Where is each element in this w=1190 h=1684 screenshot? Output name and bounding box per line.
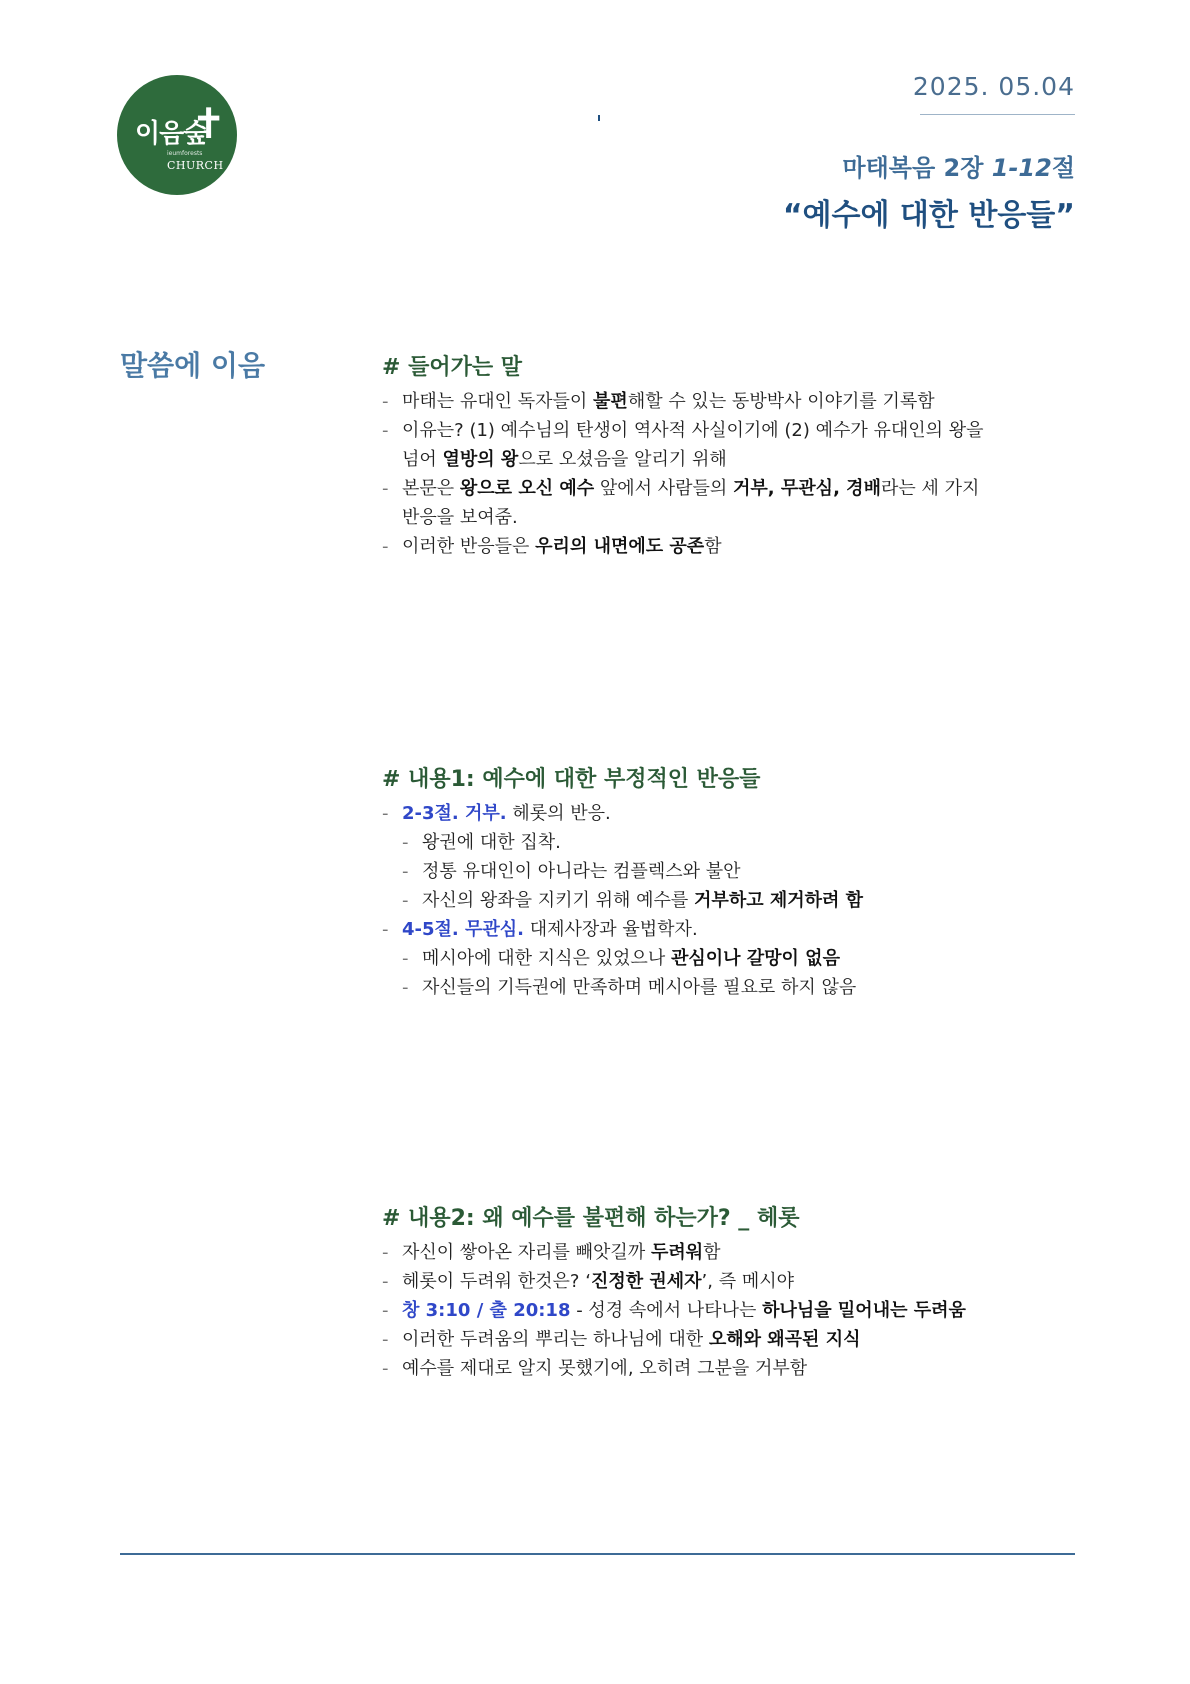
reference-book: 마태복음 2장 (842, 154, 992, 182)
decorative-mark (598, 115, 600, 121)
list-item: - 이유는? (1) 예수님의 탄생이 역사적 사실이기에 (2) 예수가 유대인의 왕을 넘어 열방의 왕으로 오셨음을 알리기 위해 (382, 420, 984, 470)
list-item: - 마태는 유대인 독자들이 불편해할 수 있는 동방박사 이야기를 기록함 (382, 391, 935, 412)
sub-list-item: - 메시아에 대한 지식은 있었으나 관심이나 갈망이 없음 (402, 948, 840, 969)
sub-list-item: - 정통 유대인이 아니라는 컴플렉스와 불안 (402, 861, 741, 882)
content2-section (382, 1201, 1022, 1383)
scripture-reference (842, 148, 1075, 183)
section-heading: # 내용1: 예수에 대한 부정적인 반응들 (382, 767, 761, 792)
list-item: - 이러한 두려움의 뿌리는 하나님에 대한 오해와 왜곡된 지식 (382, 1329, 861, 1350)
sermon-date: 2025. 05.04 (912, 72, 1075, 101)
list-item: - 헤롯이 두려워 한것은? ‘진정한 권세자’, 즉 메시야 (382, 1271, 794, 1292)
date-divider (920, 114, 1075, 115)
sermon-title: “예수에 대한 반응들” (782, 198, 1075, 233)
list-item: - 2-3절. 거부. 헤롯의 반응. (382, 803, 611, 824)
sub-list-item: - 자신들의 기득권에 만족하며 메시아를 필요로 하지 않음 (402, 977, 857, 998)
intro-section (382, 350, 1022, 561)
logo-english-text: CHURCH (167, 159, 224, 172)
content1-section (382, 762, 1022, 1002)
side-section-title: 말씀에 이음 (120, 349, 265, 382)
list-item: - 예수를 제대로 알지 못했기에, 오히려 그분을 거부함 (382, 1358, 808, 1379)
logo-tagline: ieumforests (167, 150, 203, 157)
logo-korean-text: 이음숲 (135, 119, 208, 149)
list-item: - 창 3:10 / 출 20:18 - 성경 속에서 나타나는 하나님을 밀어내는 두려움 (382, 1300, 966, 1321)
reference-verses: 1-12 (991, 154, 1052, 182)
list-item: - 본문은 왕으로 오신 예수 앞에서 사람들의 거부, 무관심, 경배라는 세 가지 반응을 보여줌. (382, 478, 980, 528)
reference-suffix: 절 (1051, 154, 1075, 182)
sub-list-item: - 자신의 왕좌을 지키기 위해 예수를 거부하고 제거하려 함 (402, 890, 864, 911)
footer-divider (120, 1553, 1075, 1555)
section-heading: # 내용2: 왜 예수를 불편해 하는가? _ 헤롯 (382, 1206, 800, 1231)
sub-list-item: - 왕권에 대한 집착. (402, 832, 561, 853)
section-heading: # 들어가는 말 (382, 355, 523, 380)
church-logo (117, 75, 237, 195)
list-item: - 자신이 쌓아온 자리를 빼앗길까 두려워함 (382, 1242, 721, 1263)
cross-icon: ✝ (191, 99, 227, 148)
list-item: - 4-5절. 무관심. 대제사장과 율법학자. (382, 919, 698, 940)
list-item: - 이러한 반응들은 우리의 내면에도 공존함 (382, 536, 722, 557)
